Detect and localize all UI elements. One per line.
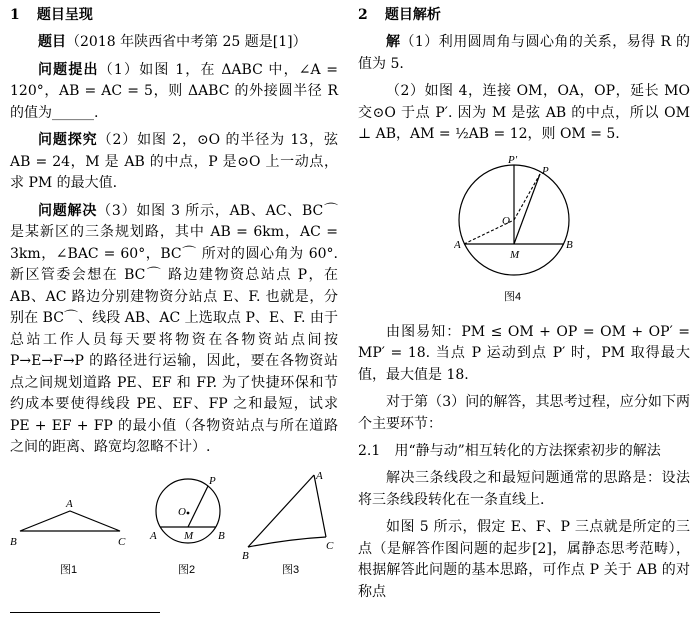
solution-1-paragraph xyxy=(358,32,690,75)
left-column xyxy=(10,4,338,581)
fig3-label-a: A xyxy=(316,469,323,482)
figure-2-circle xyxy=(142,469,234,581)
solution-6-paragraph: 如图 5 所示，假定 E、F、P 三点就是所定的三点（是解答作图问题的起步[2]，属静态思考范畴），根据解答此问题的基本思路，可作点 P 关于 AB 的对称点 xyxy=(358,519,690,600)
fig2-label-p: P xyxy=(209,474,216,487)
fig2-label-b: B xyxy=(218,529,225,542)
section-heading-2 xyxy=(358,4,690,26)
solution-5-paragraph: 解决三条线段之和最短问题通常的思路是：设法将三条线段转化在一条直线上. xyxy=(358,470,690,508)
solution-4-paragraph: 对于第（3）问的解答，其思考过程，应分如下两个主要环节： xyxy=(358,394,690,432)
problem-text: （2018 年陕西省中考第 25 题是[1]） xyxy=(66,34,307,50)
problem-paragraph xyxy=(10,32,338,54)
fig3-label-c: C xyxy=(326,539,334,552)
problem-label: 题目 xyxy=(38,34,66,50)
question-2-paragraph xyxy=(10,130,338,195)
fig3-caption: 图3 xyxy=(282,563,300,576)
fig4-label-b: B xyxy=(566,238,573,251)
subsection-number: 2.1 xyxy=(358,443,381,459)
fig4-label-p-prime: P′ xyxy=(508,153,518,166)
section-heading-1 xyxy=(10,4,338,26)
subsection-title: 用“静与动”相互转化的方法探索初步的解法 xyxy=(394,443,661,459)
fig4-label-p: P xyxy=(542,164,549,177)
fig1-label-c: C xyxy=(118,535,126,548)
figure-4-circle xyxy=(454,152,594,312)
fig4-label-m: M xyxy=(510,248,520,261)
section-title: 题目呈现 xyxy=(36,7,93,23)
fig2-label-a: A xyxy=(150,529,157,542)
section-number: 2 xyxy=(358,7,368,23)
fig1-caption: 图1 xyxy=(60,563,78,576)
question-1-label: 问题提出 xyxy=(38,61,99,78)
right-column xyxy=(358,4,690,609)
fig3-label-b: B xyxy=(242,549,249,562)
fig2-caption: 图2 xyxy=(178,563,196,576)
solution-1-text: （1）利用圆周角与圆心角的关系，易得 R 的值为 5. xyxy=(358,34,690,72)
section-title: 题目解析 xyxy=(384,7,441,23)
question-1-text: （1）如图 1，在 ΔABC 中，∠A = 120°，AB = AC = 5，则 ΔABC 的外接圆半径 R 的值为______. xyxy=(10,61,339,121)
fig2-label-o: O xyxy=(178,505,186,518)
question-3-paragraph xyxy=(10,201,338,459)
question-2-label: 问题探究 xyxy=(38,132,98,148)
subsection-heading xyxy=(358,441,690,462)
section-number: 1 xyxy=(10,7,20,23)
question-3-text: （3）如图 3 所示，AB、AC、BC⌒ 是某新区的三条规划路，其中 AB = 6km，AC = 3km，∠BAC = 60°，BC⌒ 所对的圆心角为 60°. 新区管委会想在 BC⌒ 路边建物资总站点 P，在 AB、AC 路边分别建物资分站点 E、F. 也就是，分别在 BC⌒、线段 AB、AC 上选取点 P、E、F. 由于总站工作人员每天要将物资在各物资站点间按 P→E→F→P 的路径进行运输，因此，要在各物资站点之间规划道路 PE、EF 和 FP. 为了快捷环保和节约成本要使得线段 PE、EF、FP 之和最短，试求 PE + EF + FP 的最小值（各物资站点与所在道路之间的距离、路宽均忽略不计）. xyxy=(10,202,339,455)
solution-label: 解 xyxy=(386,34,401,50)
fig1-label-a: A xyxy=(66,497,73,510)
fig4-label-a: A xyxy=(454,238,461,251)
question-3-label: 问题解决 xyxy=(38,202,98,219)
figure-3-region xyxy=(242,469,338,581)
fig2-label-m: M xyxy=(184,529,194,542)
question-1-paragraph xyxy=(10,60,338,125)
fig4-label-o: O xyxy=(502,214,510,227)
figure-1-triangle xyxy=(10,469,128,581)
question-2-text: （2）如图 2，⊙O 的半径为 13，弦 AB = 24，M 是 AB 的中点，P 是⊙O 上一动点，求 PM 的最大值. xyxy=(10,132,338,191)
figure-4 xyxy=(358,152,690,312)
fig4-caption: 图4 xyxy=(504,290,522,303)
fig1-label-b: B xyxy=(10,535,17,548)
figure-row xyxy=(10,469,338,581)
solution-3-paragraph: 由图易知：PM ≤ OM + OP = OM + OP′ = MP′ = 18. 当点 P 运动到点 P′ 时，PM 取得最大值，最大值是 18. xyxy=(358,323,690,383)
solution-2-paragraph: （2）如图 4，连接 OM，OA，OP，延长 MO 交⊙O 于点 P′. 因为 M 是弦 AB 的中点，所以 OM ⊥ AB，AM = ½AB = 12，则 OM = 5. xyxy=(358,83,690,142)
footnote-rule xyxy=(10,612,160,613)
